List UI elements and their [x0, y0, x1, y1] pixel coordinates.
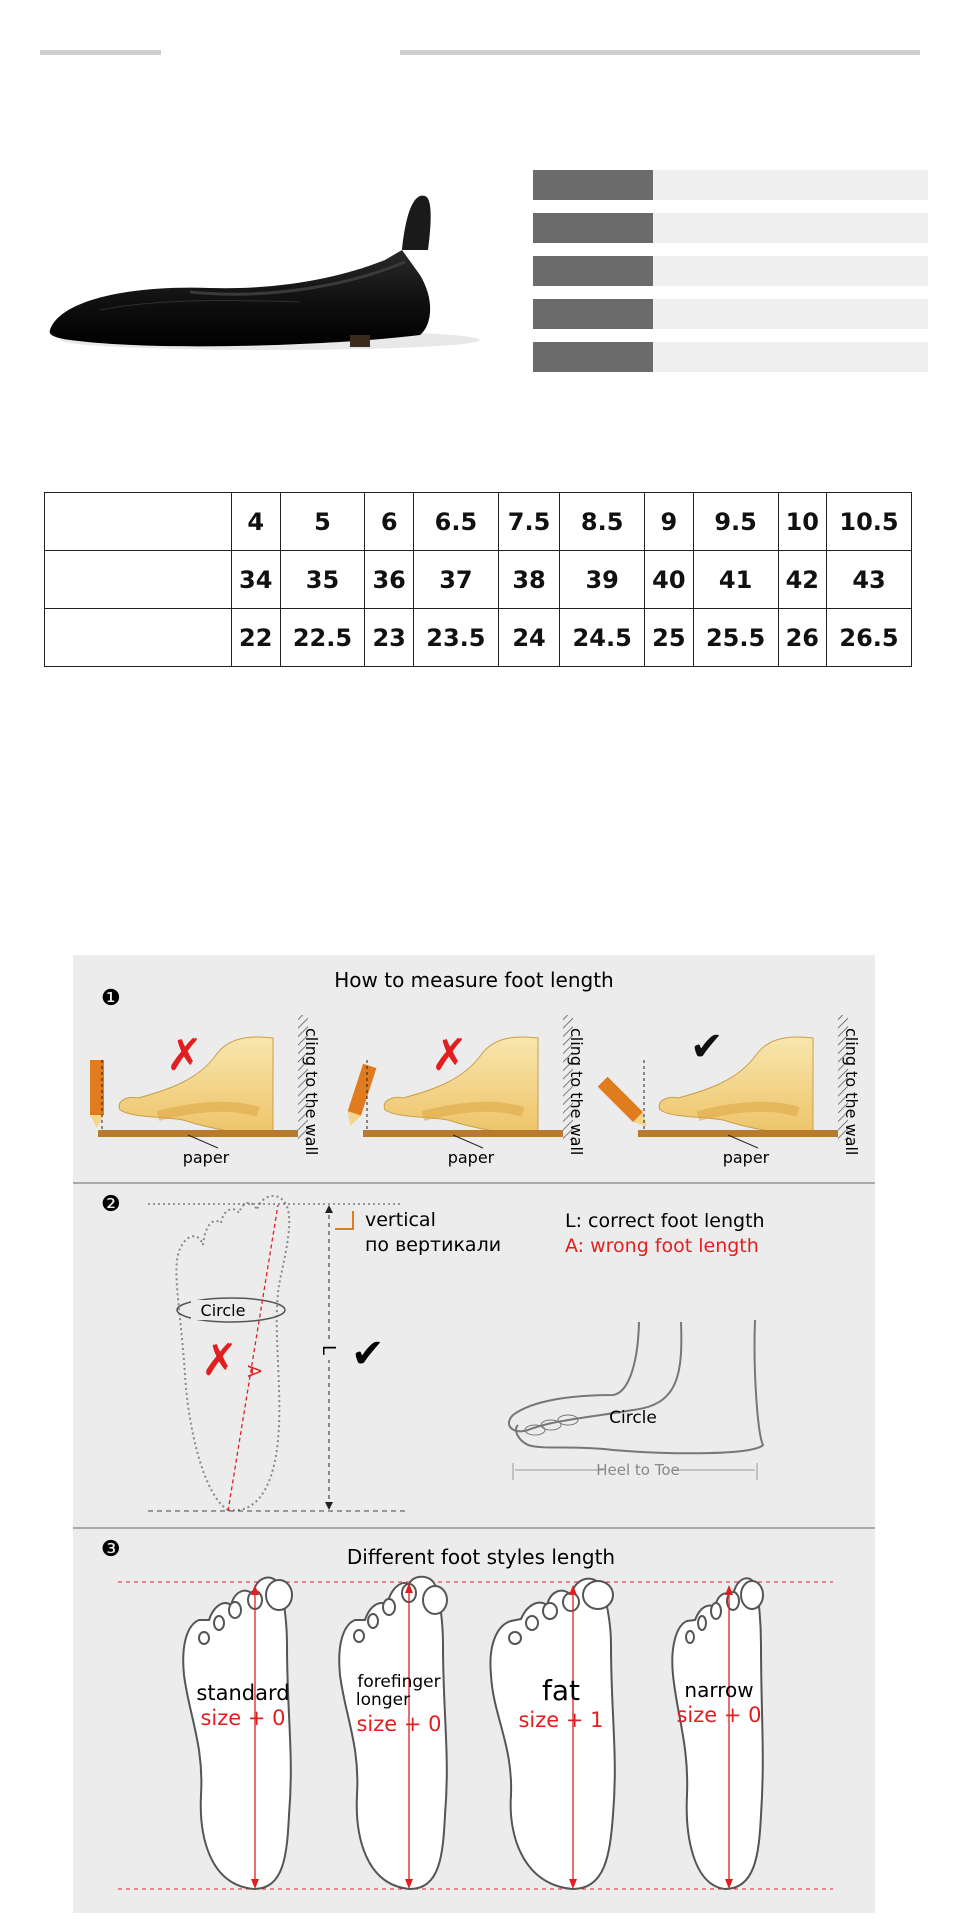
size-cell: 26 [778, 609, 827, 667]
attribute-key [533, 170, 653, 200]
size-cell: 4 [232, 493, 281, 551]
legend-wrong: A: wrong foot length [565, 1235, 759, 1257]
foot-standard [183, 1578, 323, 1889]
size-cell: 26.5 [827, 609, 912, 667]
measure-panel-1 [90, 1015, 321, 1167]
circle-label: Circle [200, 1301, 246, 1320]
size-cell: 5 [280, 493, 365, 551]
size-cell: 8.5 [560, 493, 645, 551]
foot-narrow [672, 1578, 763, 1889]
foot-size: size + 1 [518, 1708, 604, 1732]
top-divider-right [400, 50, 920, 55]
attribute-row [533, 213, 928, 243]
heel-to-toe-label: Heel to Toe [596, 1461, 680, 1479]
size-row-eu [45, 551, 912, 609]
foot-size: size + 0 [200, 1706, 286, 1730]
size-cell: 10.5 [827, 493, 912, 551]
vertical-label-en: vertical [365, 1209, 436, 1231]
step1-badge: ❶ [101, 986, 121, 1011]
foot-forefinger-longer [339, 1577, 447, 1889]
paper-label: paper [182, 1148, 230, 1167]
foot-name: standard [196, 1681, 290, 1705]
wall-label: cling to the wall [302, 1028, 321, 1156]
foot-name: narrow [684, 1678, 754, 1702]
step2-badge: ❷ [101, 1192, 121, 1217]
row-header [45, 609, 232, 667]
attribute-row [533, 256, 928, 286]
size-cell: 41 [693, 551, 778, 609]
size-cell: 37 [413, 551, 498, 609]
size-cell: 25.5 [693, 609, 778, 667]
wrong-mark-icon: ✗ [201, 1335, 238, 1386]
product-image [40, 180, 480, 370]
attribute-row [533, 170, 928, 200]
vertical-label-ru: по вертикали [365, 1234, 502, 1256]
size-cell: 23.5 [413, 609, 498, 667]
wrong-mark-icon: ✗ [166, 1030, 203, 1081]
attribute-key [533, 342, 653, 372]
wall-label: cling to the wall [842, 1028, 861, 1156]
measure-guide [73, 955, 875, 1913]
size-cell: 40 [645, 551, 694, 609]
size-chart-table [44, 492, 912, 667]
foot-size: size + 0 [676, 1703, 762, 1727]
size-cell: 7.5 [498, 493, 559, 551]
wall-label: cling to the wall [567, 1028, 586, 1156]
size-cell: 25 [645, 609, 694, 667]
size-cell: 24.5 [560, 609, 645, 667]
measure-guide-illustration [73, 955, 875, 1913]
size-cell: 36 [365, 551, 414, 609]
size-cell: 6.5 [413, 493, 498, 551]
attribute-key [533, 299, 653, 329]
wrong-mark-icon: ✗ [431, 1030, 468, 1081]
letter-a: A [243, 1365, 264, 1378]
size-cell: 39 [560, 551, 645, 609]
size-cell: 9 [645, 493, 694, 551]
size-cell: 43 [827, 551, 912, 609]
attribute-key [533, 256, 653, 286]
attribute-key [533, 213, 653, 243]
paper-label: paper [722, 1148, 770, 1167]
row-header [45, 493, 232, 551]
check-mark-icon: ✔ [690, 1024, 724, 1070]
size-cell: 34 [232, 551, 281, 609]
top-divider-left [40, 50, 161, 55]
size-cell: 24 [498, 609, 559, 667]
letter-l: L [318, 1345, 339, 1356]
size-cell: 22.5 [280, 609, 365, 667]
vertical-corner-icon [335, 1211, 353, 1229]
side-circle-label: Circle [609, 1408, 657, 1428]
check-mark-icon: ✔ [351, 1331, 385, 1377]
size-row-us [45, 493, 912, 551]
step3-title: Different foot styles length [346, 1545, 616, 1569]
foot-name: forefinger [357, 1672, 441, 1692]
measure-panel-2 [344, 1015, 586, 1167]
size-cell: 10 [778, 493, 827, 551]
measure-panel-3 [598, 1015, 861, 1167]
size-cell: 23 [365, 609, 414, 667]
size-cell: 9.5 [693, 493, 778, 551]
attribute-row [533, 299, 928, 329]
size-cell: 38 [498, 551, 559, 609]
size-cell: 6 [365, 493, 414, 551]
size-cell: 35 [280, 551, 365, 609]
step1-title: How to measure foot length [334, 968, 614, 992]
foot-name: fat [542, 1674, 580, 1707]
size-row-cm [45, 609, 912, 667]
foot-name-line2: longer [355, 1690, 411, 1710]
row-header [45, 551, 232, 609]
size-cell: 22 [232, 609, 281, 667]
legend-correct: L: correct foot length [565, 1210, 765, 1232]
paper-label: paper [447, 1148, 495, 1167]
attribute-row [533, 342, 928, 372]
foot-fat [490, 1579, 614, 1889]
step3-badge: ❸ [101, 1537, 121, 1562]
foot-size: size + 0 [356, 1712, 442, 1736]
size-cell: 42 [778, 551, 827, 609]
